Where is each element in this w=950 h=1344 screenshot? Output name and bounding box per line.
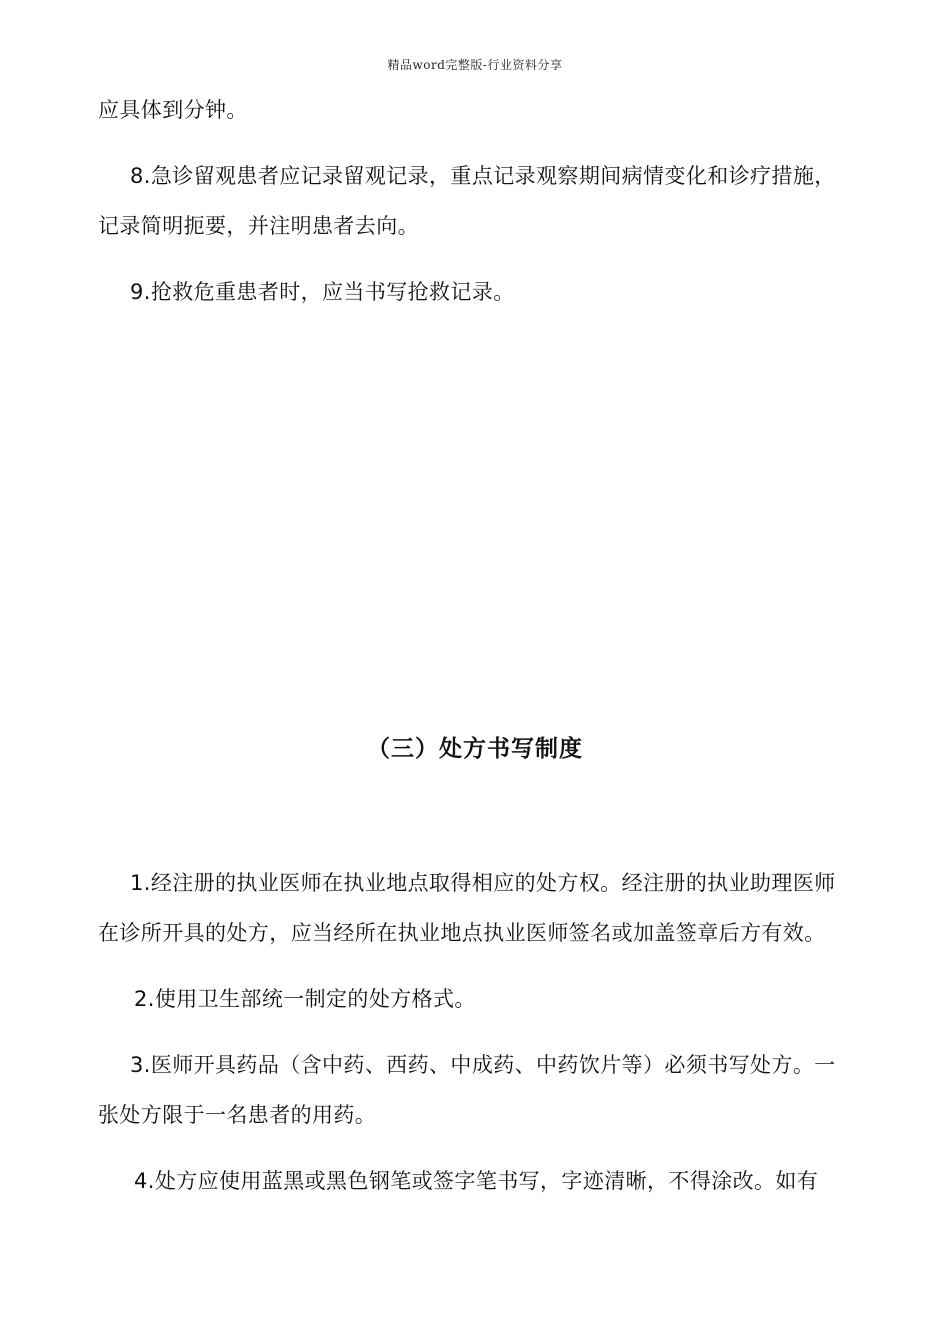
paragraph-line: 张处方限于一名患者的用药。	[98, 1103, 377, 1127]
page-header: 精品word完整版-行业资料分享	[387, 58, 563, 72]
paragraph-line: 3.医师开具药品（含中药、西药、中成药、中药饮片等）必须书写处方。一	[130, 1053, 836, 1077]
paragraph-line: 8.急诊留观患者应记录留观记录，重点记录观察期间病情变化和诊疗措施，	[130, 164, 836, 188]
paragraph-line: 应具体到分钟。	[98, 98, 248, 122]
paragraph-line: 1.经注册的执业医师在执业地点取得相应的处方权。经注册的执业助理医师	[130, 871, 836, 895]
section-title: （三）处方书写制度	[367, 736, 583, 762]
paragraph-line: 在诊所开具的处方，应当经所在执业地点执业医师签名或加盖签章后方有效。	[98, 921, 826, 945]
paragraph-line: 4.处方应使用蓝黑或黑色钢笔或签字笔书写，字迹清晰，不得涂改。如有	[134, 1169, 819, 1193]
paragraph-line: 2.使用卫生部统一制定的处方格式。	[134, 987, 476, 1011]
paragraph-line: 记录简明扼要，并注明患者去向。	[98, 214, 419, 238]
paragraph-line: 9.抢救危重患者时，应当书写抢救记录。	[130, 280, 515, 304]
